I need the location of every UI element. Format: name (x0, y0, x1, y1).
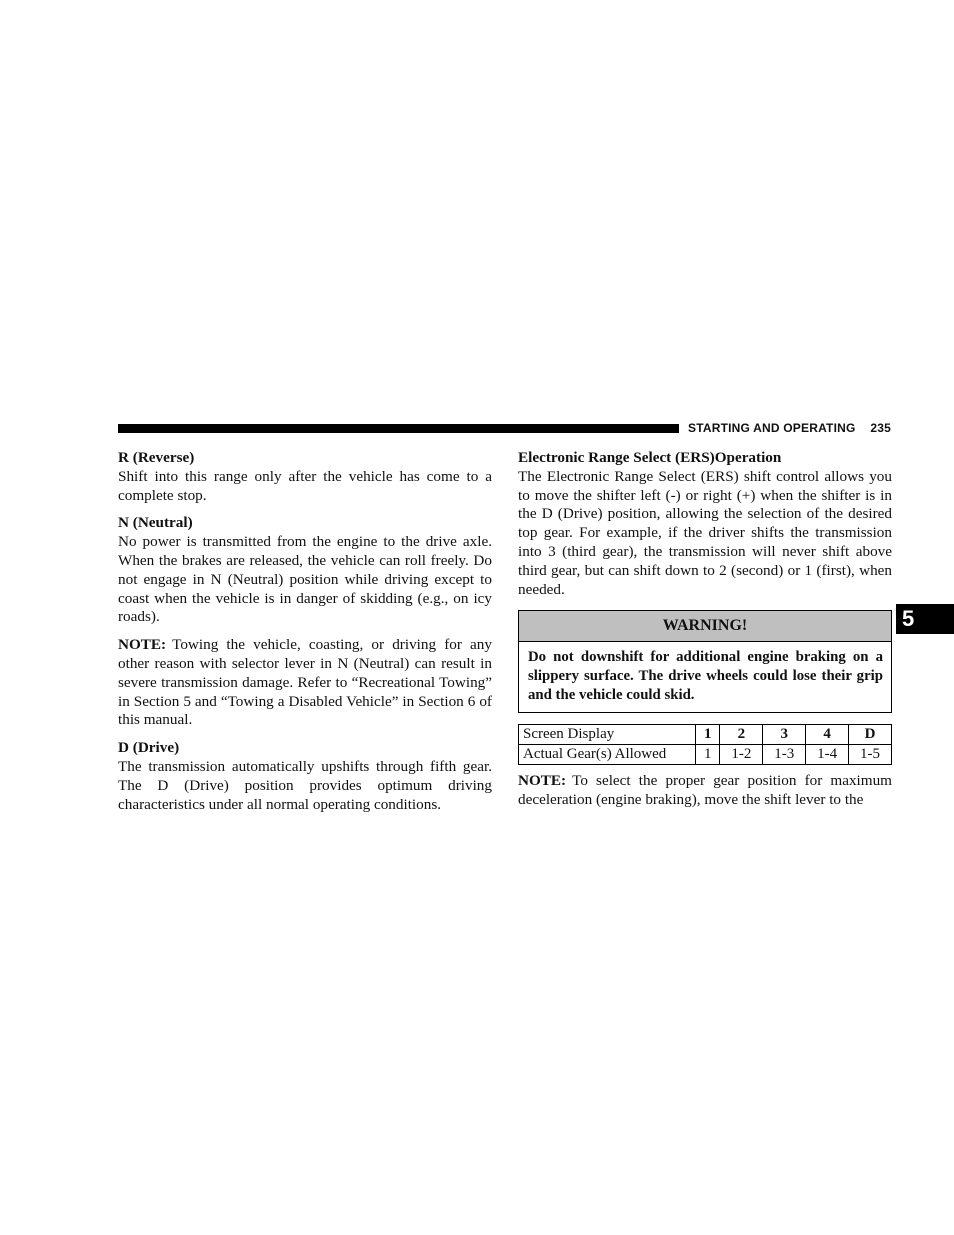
table-cell: 1-4 (806, 745, 849, 765)
table-cell: 1 (696, 725, 720, 745)
gear-table (518, 724, 892, 765)
reverse-body: Shift into this range only after the vehicle has come to a complete stop. (118, 467, 492, 504)
table-cell: D (849, 725, 892, 745)
note-label: NOTE: (518, 772, 567, 790)
page-number: 235 (870, 421, 891, 435)
neutral-heading: N (Neutral) (118, 514, 193, 532)
left-column (118, 449, 492, 823)
table-cell: 2 (720, 725, 763, 745)
ers-heading: Electronic Range Select (ERS)Operation (518, 449, 782, 466)
row-label: Screen Display (519, 725, 696, 745)
warning-box (518, 610, 892, 713)
gear-note (518, 772, 892, 810)
table-cell: 1-2 (720, 745, 763, 765)
table-row (519, 725, 892, 745)
drive-heading: D (Drive) (118, 739, 180, 757)
table-cell: 1-3 (763, 745, 806, 765)
note-label: NOTE: (118, 636, 167, 654)
table-cell: 1 (696, 745, 720, 765)
note-text: To select the proper gear position for maximum deceleration (engine braking), move the shift lever to the (518, 772, 892, 808)
running-header (688, 420, 891, 436)
header-rule (118, 424, 679, 433)
reverse-heading: R (Reverse) (118, 449, 195, 466)
ers-body: The Electronic Range Select (ERS) shift control allows you to move the shifter left (-) or right (+) when the shifter is in the D (Drive) position, allowing the selection of the desired top gear. For example, if the driver shifts the transmission into 3 (third gear), the transmission will never shift above third gear, but can shift down to 2 (second) or 1 (first), when needed. (518, 467, 892, 598)
table-row (519, 745, 892, 765)
right-column (518, 449, 892, 819)
neutral-body: No power is transmitted from the engine to the drive axle. When the brakes are released, the vehicle can roll freely. Do not engage in N (Neutral) position while driving except to coast when the vehicle is in danger of skidding (e.g., on icy roads). (118, 533, 492, 626)
table-cell: 1-5 (849, 745, 892, 765)
table-cell: 4 (806, 725, 849, 745)
drive-body: The transmission automatically upshifts through fifth gear. The D (Drive) position provides optimum driving characteristics under all normal operating conditions. (118, 757, 492, 813)
warning-title: WARNING! (519, 611, 891, 642)
row-label: Actual Gear(s) Allowed (519, 745, 696, 765)
note-text: Towing the vehicle, coasting, or driving for any other reason with selector lever in N (Neutral) can result in severe transmission damage. Refer to “Recreational Towing” in Section 5 and “Towing a Disabled Vehicle” in Section 6 of this manual. (118, 636, 492, 729)
section-title: STARTING AND OPERATING (688, 421, 856, 435)
warning-body: Do not downshift for additional engine braking on a slippery surface. The drive wheels could lose their grip and the vehicle could skid. (528, 649, 883, 703)
neutral-note (118, 636, 492, 730)
table-cell: 3 (763, 725, 806, 745)
section-tab: 5 (896, 604, 954, 634)
